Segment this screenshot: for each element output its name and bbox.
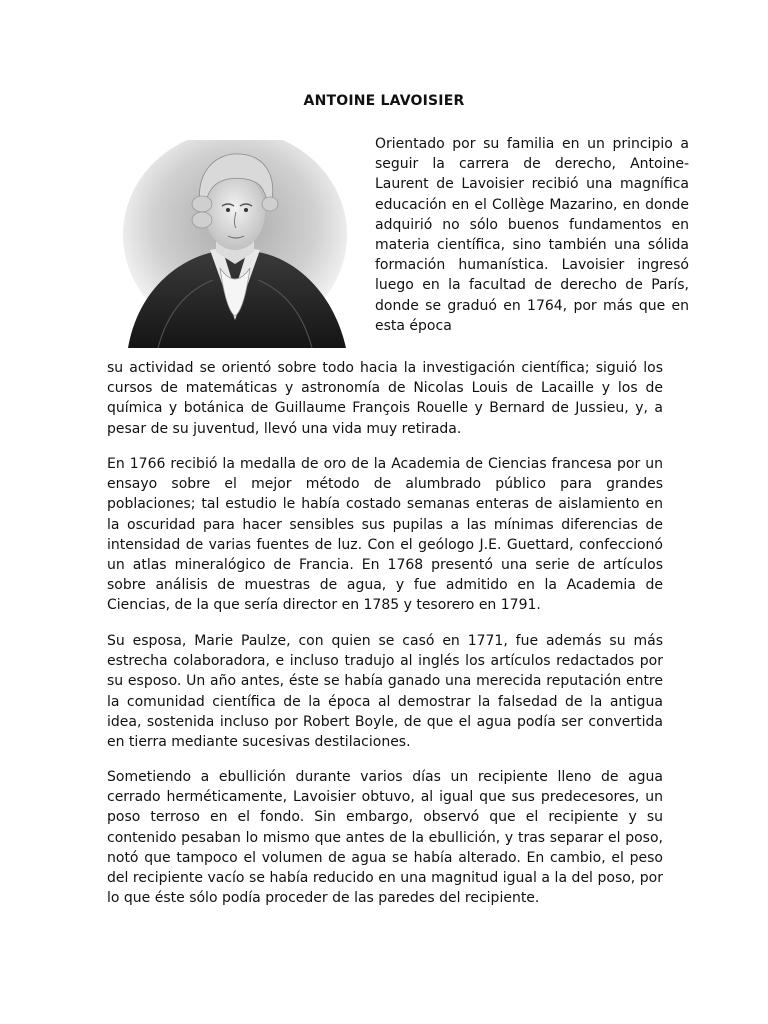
paragraph-boiling-experiment: Sometiendo a ebullición durante varios días un recipiente lleno de agua cerrado herméticamente, Lavoisier obtuvo, al igual que sus predecesores, un poso terroso en el fondo. Sin embargo, observó que el recipiente y su contenido pesaban lo mismo que antes de la ebullición, y tras separar el poso, notó que tampoco el volumen de agua se había alterado. En cambio, el peso del recipiente vacío se había reducido en una magnitud igual a la del poso, por lo que éste sólo podía proceder de las paredes del recipiente.: [107, 769, 663, 907]
intro-paragraph-continuation: su actividad se orientó sobre todo hacia la investigación científica; siguió los cursos de matemáticas y astronomía de Nicolas Louis de Lacaille y los de química y botánica de Guillaume François Rouelle y Bernard de Jussieu, y, a pesar de su juventud, llevó una vida muy retirada.: [107, 360, 663, 437]
intro-paragraph-start: Orientado por su familia en un principio a seguir la carrera de derecho, Antoine-Laurent de Lavoisier recibió una magnífica educación en el Collège Mazarino, en donde adquirió no sólo buenos fundamentos en materia científica, sino también una sólida formación humanística. Lavoisier ingresó luego en la facultad de derecho de París, donde se graduó en 1764, por más que en esta época: [375, 136, 689, 334]
paragraph-medal-academy: En 1766 recibió la medalla de oro de la Academia de Ciencias francesa por un ensayo sobre el mejor método de alumbrado público para grandes poblaciones; tal estudio le había costado semanas enteras de aislamiento en la oscuridad para hacer sensibles sus pupilas a las mínimas diferencias de intensidad de varias fuentes de luz. Con el geólogo J.E. Guettard, confeccionó un atlas mineralógico de Francia. En 1768 presentó una serie de artículos sobre análisis de muestras de agua, y fue admitido en la Academia de Ciencias, de la que sería director en 1785 y tesorero en 1791.: [107, 456, 663, 614]
lavoisier-portrait-image: [118, 140, 352, 348]
paragraph-wife-marie-paulze: Su esposa, Marie Paulze, con quien se casó en 1771, fue además su más estrecha colaboradora, e incluso tradujo al inglés los artículos redactados por su esposo. Un año antes, éste se había ganado una merecida reputación entre la comunidad científica de la época al demostrar la falsedad de la antigua idea, sostenida incluso por Robert Boyle, de que el agua podía ser convertida en tierra mediante sucesivas destilaciones.: [107, 633, 663, 751]
page-title: ANTOINE LAVOISIER: [303, 93, 465, 109]
